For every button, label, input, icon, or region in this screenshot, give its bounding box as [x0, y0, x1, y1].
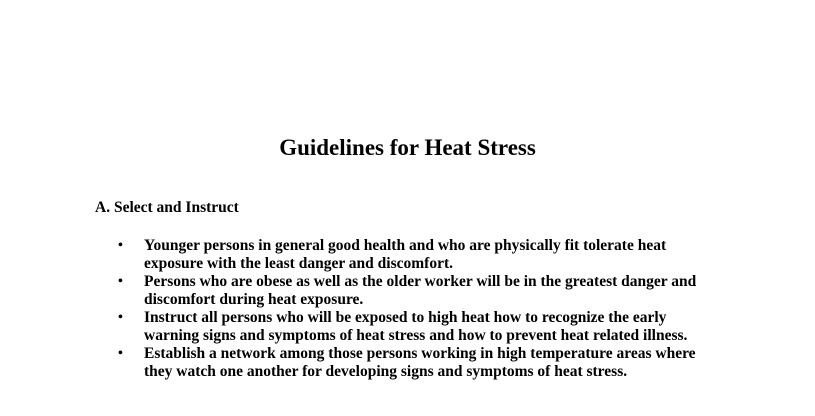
list-item [118, 237, 758, 273]
section-heading: A. Select and Instruct [95, 199, 239, 216]
list-item [118, 273, 758, 309]
list-item-line: they watch one another for developing signs and symptoms of heat stress. [144, 363, 628, 380]
bullet-icon: • [118, 238, 123, 253]
list-item-line: Establish a network among those persons working in high temperature areas where [144, 345, 696, 362]
list-item-line: discomfort during heat exposure. [144, 291, 364, 308]
bullet-list [118, 237, 758, 381]
list-item-line: Younger persons in general good health and who are physically fit tolerate heat [144, 237, 667, 254]
list-item [118, 309, 758, 345]
bullet-icon: • [118, 310, 123, 325]
list-item [118, 345, 758, 381]
bullet-icon: • [118, 274, 123, 289]
bullet-icon: • [118, 346, 123, 361]
list-item-line: Instruct all persons who will be exposed to high heat how to recognize the early [144, 309, 667, 326]
list-item-line: warning signs and symptoms of heat stress and how to prevent heat related illness. [144, 327, 688, 344]
list-item-line: Persons who are obese as well as the older worker will be in the greatest danger and [144, 273, 697, 290]
list-item-line: exposure with the least danger and discomfort. [144, 255, 453, 272]
page-title: Guidelines for Heat Stress [279, 135, 536, 160]
